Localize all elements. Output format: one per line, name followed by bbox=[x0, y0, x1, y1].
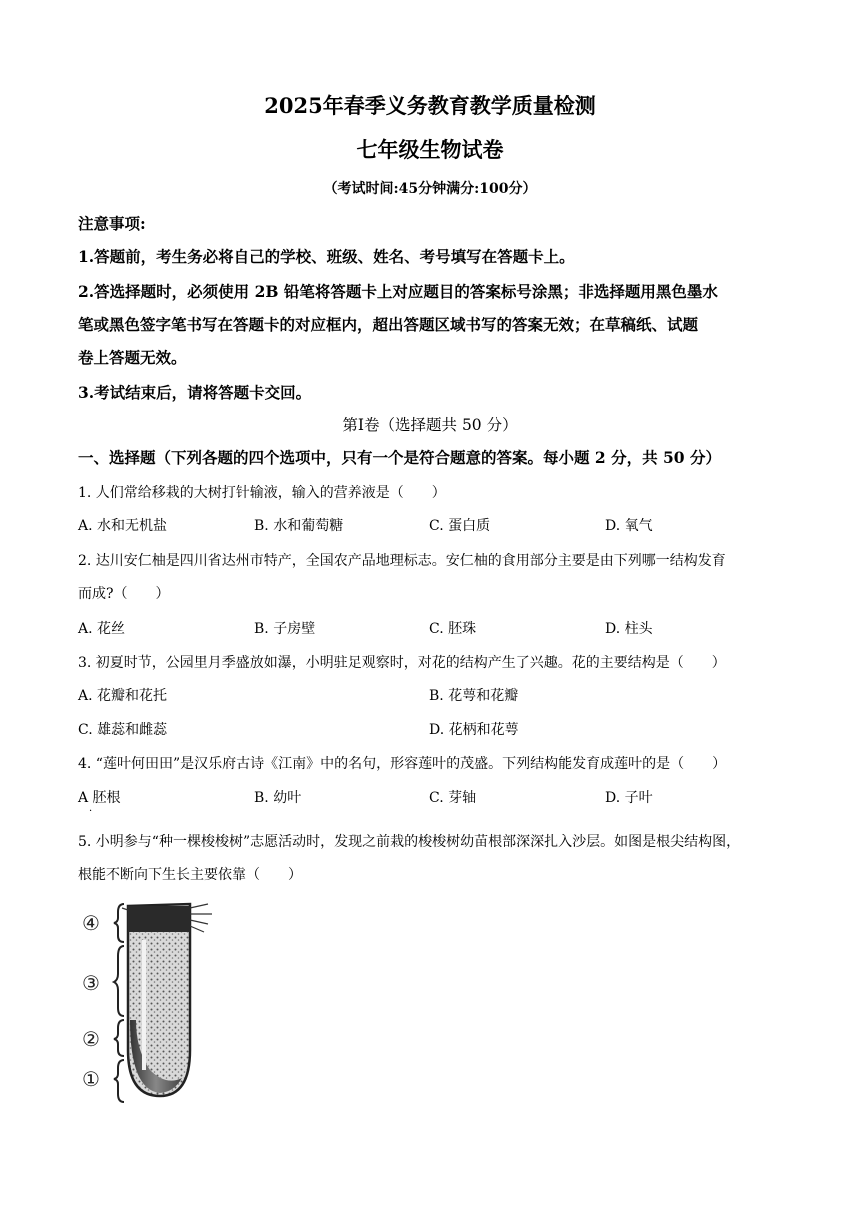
question-2-option-d: D. 柱头 bbox=[605, 621, 653, 637]
brace-1 bbox=[114, 1060, 124, 1102]
question-3-option-a: A. 花瓣和花托 bbox=[78, 688, 168, 704]
section-title: 一、选择题（下列各题的四个选项中，只有一个是符合题意的答案。每小题 2 分，共 50 分） bbox=[78, 448, 721, 467]
part-1-title: 第Ⅰ卷（选择题共 50 分） bbox=[342, 416, 518, 434]
label-3: ③ bbox=[82, 971, 100, 995]
exam-title: 2025年春季义务教育教学质量检测 bbox=[264, 93, 596, 118]
question-2-option-a: A. 花丝 bbox=[78, 621, 126, 637]
notice-item-3: 3.考试结束后，请将答题卡交回。 bbox=[78, 383, 312, 402]
question-2-option-b: B. 子房壁 bbox=[254, 621, 316, 637]
question-1-option-a: A. 水和无机盐 bbox=[78, 518, 168, 534]
question-1-option-c: C. 蛋白质 bbox=[429, 518, 491, 534]
notice-item-2-line-1: 2.答选择题时，必须使用 2B 铅笔将答题卡上对应题目的答案标号涂黑；非选择题用黑色墨水 bbox=[78, 282, 718, 301]
label-4: ④ bbox=[82, 911, 100, 935]
brace-4 bbox=[114, 904, 124, 942]
label-1: ① bbox=[82, 1067, 100, 1091]
question-3-option-c: C. 雄蕊和雌蕊 bbox=[78, 722, 168, 738]
notice-item-1: 1.答题前，考生务必将自己的学校、班级、姓名、考号填写在答题卡上。 bbox=[78, 247, 575, 266]
notice-heading: 注意事项: bbox=[78, 214, 146, 233]
question-1-stem: 1. 人们常给移栽的大树打针输液，输入的营养液是（ ） bbox=[78, 485, 446, 501]
stray-dot: · bbox=[89, 806, 93, 817]
question-5-stem-line-1: 5. 小明参与“种一棵梭梭树”志愿活动时，发现之前栽的梭梭树幼苗根部深深扎入沙层。如图是根尖结构图， bbox=[78, 834, 741, 850]
exam-subtitle: 七年级生物试卷 bbox=[356, 137, 504, 162]
question-1-option-d: D. 氧气 bbox=[605, 518, 653, 534]
notice-item-2-line-3: 卷上答题无效。 bbox=[78, 348, 187, 367]
question-4-option-a: A 胚根 bbox=[78, 790, 121, 806]
root-tip-diagram bbox=[78, 900, 218, 1110]
question-3-option-d: D. 花柄和花萼 bbox=[429, 722, 519, 738]
label-2: ② bbox=[82, 1027, 100, 1051]
question-2-option-c: C. 胚珠 bbox=[429, 621, 477, 637]
mature-zone bbox=[128, 906, 190, 932]
notice-item-2-line-2: 笔或黑色签字笔书写在答题卡的对应框内，超出答题区域书写的答案无效；在草稿纸、试题 bbox=[78, 315, 699, 334]
question-5-stem-line-2: 根能不断向下生长主要依靠（ ） bbox=[78, 867, 302, 883]
question-4-option-b: B. 幼叶 bbox=[254, 790, 302, 806]
exam-info: （考试时间:45分钟满分:100分） bbox=[323, 181, 537, 197]
question-3-option-b: B. 花萼和花瓣 bbox=[429, 688, 519, 704]
question-2-stem-line-1: 2. 达川安仁柚是四川省达州市特产，全国农产品地理标志。安仁柚的食用部分主要是由下列哪一结构发育 bbox=[78, 553, 726, 569]
root-tip-figure bbox=[78, 900, 218, 1110]
brace-3 bbox=[114, 946, 124, 1016]
question-4-option-d: D. 子叶 bbox=[605, 790, 653, 806]
question-3-stem: 3. 初夏时节，公园里月季盛放如瀑，小明驻足观察时，对花的结构产生了兴趣。花的主要结构是（ ） bbox=[78, 655, 726, 671]
question-4-stem: 4. “莲叶何田田”是汉乐府古诗《江南》中的名句，形容莲叶的茂盛。下列结构能发育成莲叶的是（ ） bbox=[78, 756, 727, 772]
question-4-option-c: C. 芽轴 bbox=[429, 790, 477, 806]
brace-2 bbox=[114, 1020, 124, 1056]
question-1-option-b: B. 水和葡萄糖 bbox=[254, 518, 344, 534]
question-2-stem-line-2: 而成?（ ） bbox=[78, 586, 170, 602]
